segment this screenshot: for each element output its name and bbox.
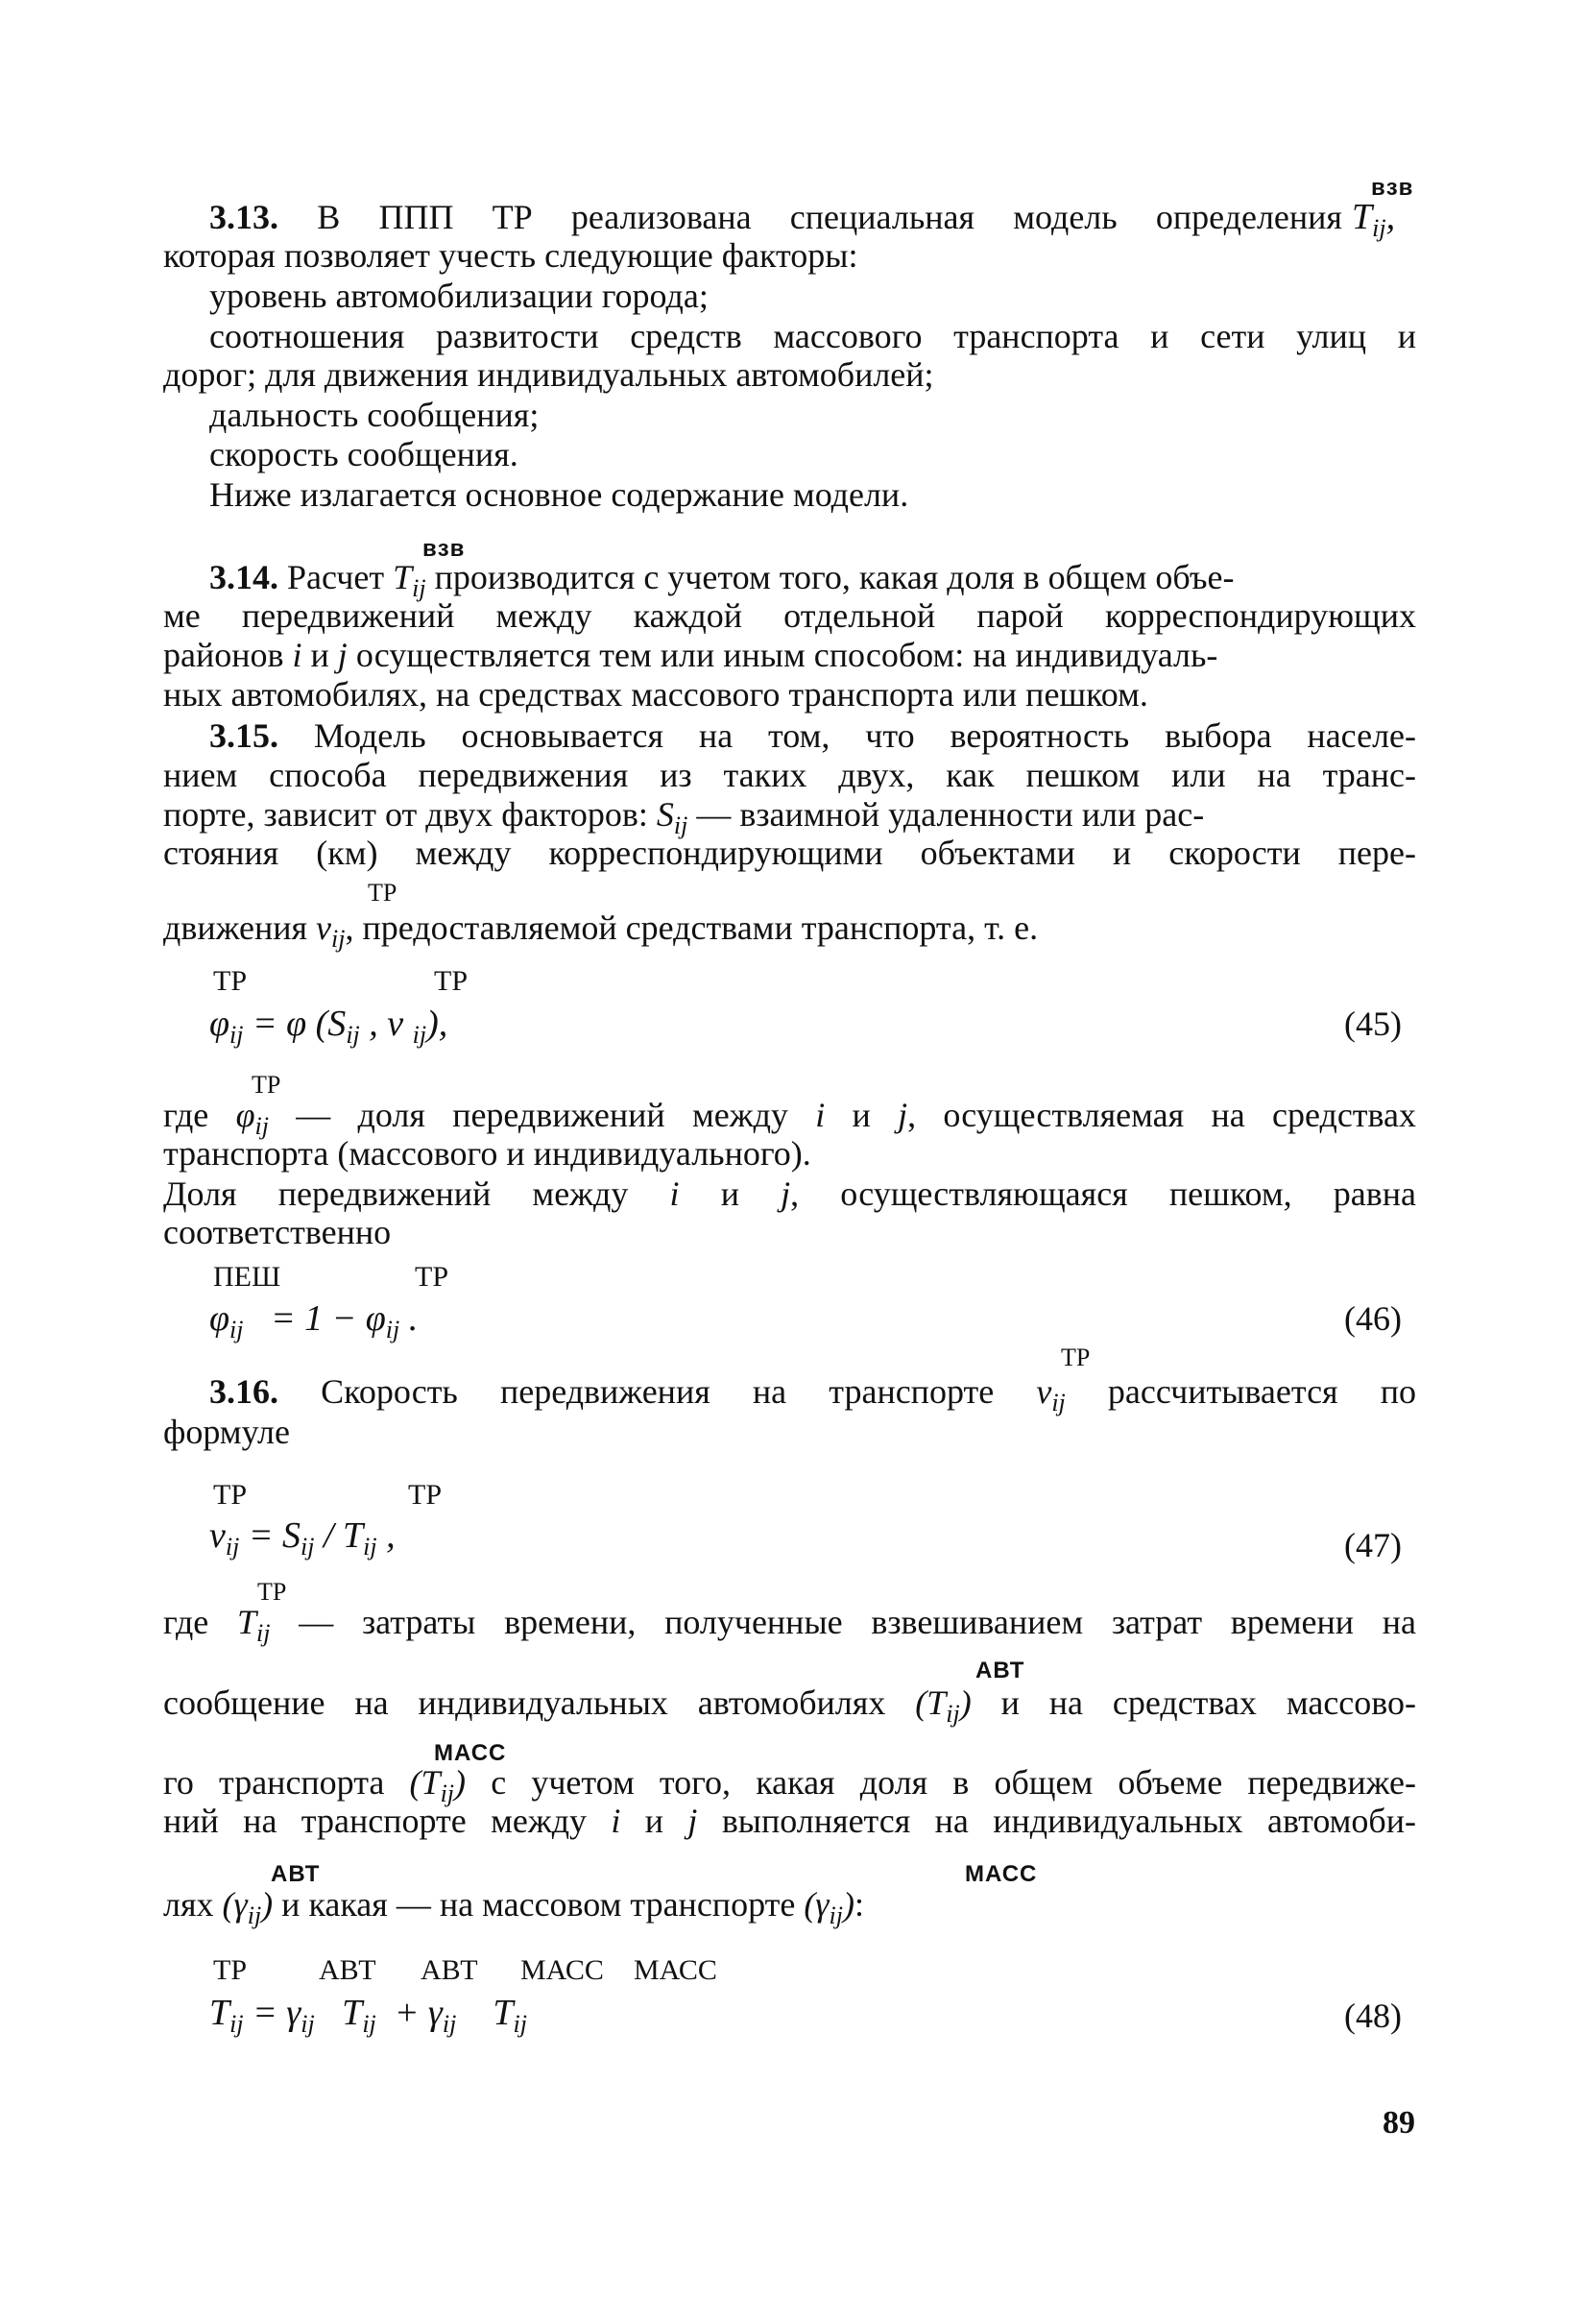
- after-47-line-1: где $T_{ij}$ — затраты времени, полученные взвешиванием затрат времени на: [163, 1603, 1417, 1647]
- equation-48-number: (48): [1344, 1997, 1402, 2035]
- after-45-line-4: соответственно: [163, 1213, 392, 1251]
- eq48-sup-2: АВТ: [319, 1954, 376, 1986]
- after-45-line-2: транспорта (массового и индивидуального).: [163, 1134, 811, 1173]
- paragraph-3-16-line-2: формуле: [163, 1413, 290, 1451]
- eq48-sup-4: МАСС: [520, 1954, 604, 1986]
- paragraph-3-13-line-1: 3.13. В ППП ТР реализована специальная модель определения: [209, 198, 1342, 236]
- paragraph-3-16-line-1: 3.16. Скорость передвижения на транспорте $v_{ij}$ рассчитывается по: [209, 1372, 1417, 1416]
- after-45-line-3: Доля передвижений между i и j, осуществляющаяся пешком, равна: [163, 1174, 1416, 1213]
- eq45-sup-2: ТР: [434, 965, 469, 997]
- equation-46-number: (46): [1344, 1299, 1402, 1338]
- paragraph-3-13-summary: Ниже излагается основное содержание модели.: [209, 475, 909, 514]
- equation-45: $\varphi_{ij} = \varphi$ ($S_{ij}$ , v $_{ij}$),: [209, 1004, 448, 1049]
- sup-mass: МАСС: [434, 1740, 507, 1766]
- after-45-line-1: где $\varphi_{ij}$ — доля передвижений между i и j, осуществляемая на средствах: [163, 1096, 1417, 1140]
- after-47-line-4: ний на транспорте между i и j выполняется на индивидуальных автомоби-: [163, 1802, 1416, 1840]
- equation-48: $T_{ij} = \gamma_{ij}$ $T_{ij} + \gamma_{ij}$ $T_{ij}$: [209, 1993, 527, 2038]
- eq45-sup-1: ТР: [213, 965, 248, 997]
- paragraph-3-15-line-5: движения $v_{ij}$, предоставляемой средствами транспорта, т. е.: [163, 908, 1039, 953]
- after-47-line-2: сообщение на индивидуальных автомобилях $(T_{ij})$ и на средствах массово-: [163, 1683, 1417, 1728]
- paragraph-3-15-line-4: стояния (км) между корреспондирующими объектами и скорости пере-: [163, 834, 1416, 872]
- superscript-vzv: взв: [1371, 175, 1414, 201]
- eq48-sup-1: ТР: [213, 1954, 248, 1986]
- equation-45-number: (45): [1344, 1005, 1402, 1043]
- formula-T-vzv: $T_{ij}$,: [1352, 197, 1396, 242]
- factor-item-1: уровень автомобилизации города;: [209, 277, 709, 315]
- factor-item-3: дальность сообщения;: [209, 396, 540, 434]
- paragraph-3-14-line-2: ме передвижений между каждой отдельной парой корреспондирующих: [163, 596, 1416, 635]
- after-47-line-5: лях $(\gamma_{ij})$ и какая — на массовом транспорте $(\gamma_{ij})$:: [163, 1885, 864, 1929]
- superscript-vzv-2: взв: [422, 536, 466, 562]
- superscript-tr-v: ТР: [368, 879, 397, 907]
- eq47-sup-2: ТР: [408, 1479, 443, 1511]
- equation-47-number: (47): [1344, 1526, 1402, 1564]
- paragraph-3-15-line-2: нием способа передвижения из таких двух, как пешком или на транс-: [163, 756, 1416, 794]
- paragraph-3-15-line-1: 3.15. Модель основывается на том, что вероятность выбора населе-: [209, 716, 1417, 755]
- sup-avt: АВТ: [975, 1658, 1025, 1683]
- eq46-sup-2: ТР: [415, 1261, 449, 1293]
- paragraph-3-13-line-2: которая позволяет учесть следующие факторы:: [163, 236, 858, 275]
- sup-tr-v-2: ТР: [1061, 1344, 1091, 1371]
- eq48-sup-3: АВТ: [421, 1954, 478, 1986]
- sup-avt-2: АВТ: [271, 1861, 321, 1887]
- eq48-sup-5: МАСС: [634, 1954, 717, 1986]
- after-47-line-3: го транспорта $(T_{ij})$ с учетом того, какая доля в общем объеме передвиже-: [163, 1763, 1417, 1807]
- sup-tr-phi: ТР: [252, 1071, 281, 1099]
- paragraph-3-15-line-3: порте, зависит от двух факторов: $S_{ij}$ — взаимной удаленности или рас-: [163, 795, 1205, 839]
- paragraph-3-14-line-1: 3.14. Расчет $T_{ij}$ производится с учетом того, какая доля в общем объе-: [209, 558, 1235, 602]
- paragraph-3-14-line-3: районов i и j осуществляется тем или иным способом: на индивидуаль-: [163, 636, 1218, 674]
- paragraph-3-14-line-4: ных автомобилях, на средствах массового транспорта или пешком.: [163, 675, 1148, 714]
- factor-item-4: скорость сообщения.: [209, 435, 518, 473]
- equation-46: $\varphi_{ij} = 1 - \varphi_{ij}$ .: [209, 1298, 419, 1344]
- factor-item-2: соотношения развитости средств массового транспорта и сети улиц и: [209, 317, 1416, 355]
- equation-47: $v_{ij} = S_{ij} / T_{ij}$ ,: [209, 1515, 396, 1561]
- eq47-sup-1: ТР: [213, 1479, 248, 1511]
- eq46-sup-1: ПЕШ: [213, 1261, 281, 1293]
- factor-item-2-cont: дорог; для движения индивидуальных автомобилей;: [163, 355, 934, 394]
- sup-tr-T: ТР: [257, 1578, 287, 1606]
- sup-mass-2: МАСС: [965, 1861, 1038, 1887]
- page-number: 89: [1383, 2105, 1415, 2141]
